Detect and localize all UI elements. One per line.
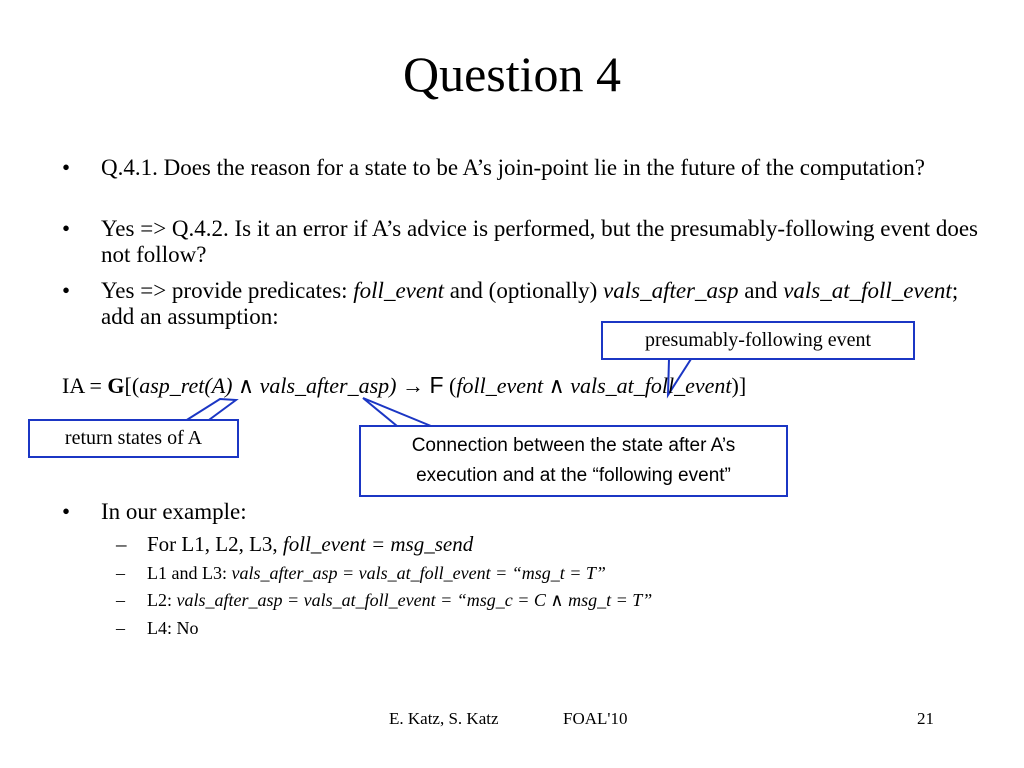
bullet-dot: • [62,499,71,524]
footer-venue: FOAL'10 [563,709,628,728]
bullet-text: Q.4.1. Does the reason for a state to be A’s join-point lie in the future of the computation? [101,155,925,180]
sub-item [116,616,199,640]
return-states-label: return states of A [64,427,203,449]
sub-text: L4: No [147,618,199,638]
connection-callout [359,425,788,497]
return-states-callout [28,419,239,458]
sub-item [116,561,606,585]
ia-formula: IA = G[(asp_ret(A) ∧ vals_after_asp) → F (foll_event ∧ vals_at_foll_event)] [62,372,747,398]
sub-item [116,532,473,556]
bullet-dot: • [62,155,71,180]
sub-dash: – [116,590,125,610]
sub-text: For L1, L2, L3, foll_event = msg_send [147,532,474,556]
bullet-dot: • [62,278,71,303]
bullet-dot: • [62,216,71,241]
footer-page-number: 21 [917,709,934,728]
sub-dash: – [116,532,127,556]
bullet-text: Yes => provide predicates: foll_event and (optionally) vals_after_asp and vals_at_foll_event; add an assumption: [101,278,959,329]
sub-dash: – [116,618,125,638]
presumably-following-label: presumably-following event [644,329,872,351]
bullet-example [62,499,982,525]
connection-line-2: execution and at the “following event” [416,465,731,486]
sub-text: L1 and L3: vals_after_asp = vals_at_foll_event = “msg_t = T” [147,563,606,583]
slide-title: Question 4 [402,46,622,102]
sub-dash: – [116,563,125,583]
connection-pointer [363,398,431,426]
bullet-text: Yes => Q.4.2. Is it an error if A’s advice is performed, but the presumably-following event does not follow? [101,216,978,267]
sub-item [116,588,652,612]
presumably-following-callout [601,321,915,360]
sub-text: L2: vals_after_asp = vals_at_foll_event = “msg_c = C ∧ msg_t = T” [147,590,653,610]
bullet-text: In our example: [101,499,247,524]
connection-line-1: Connection between the state after A’s [411,435,736,456]
footer-authors: E. Katz, S. Katz [389,709,499,728]
